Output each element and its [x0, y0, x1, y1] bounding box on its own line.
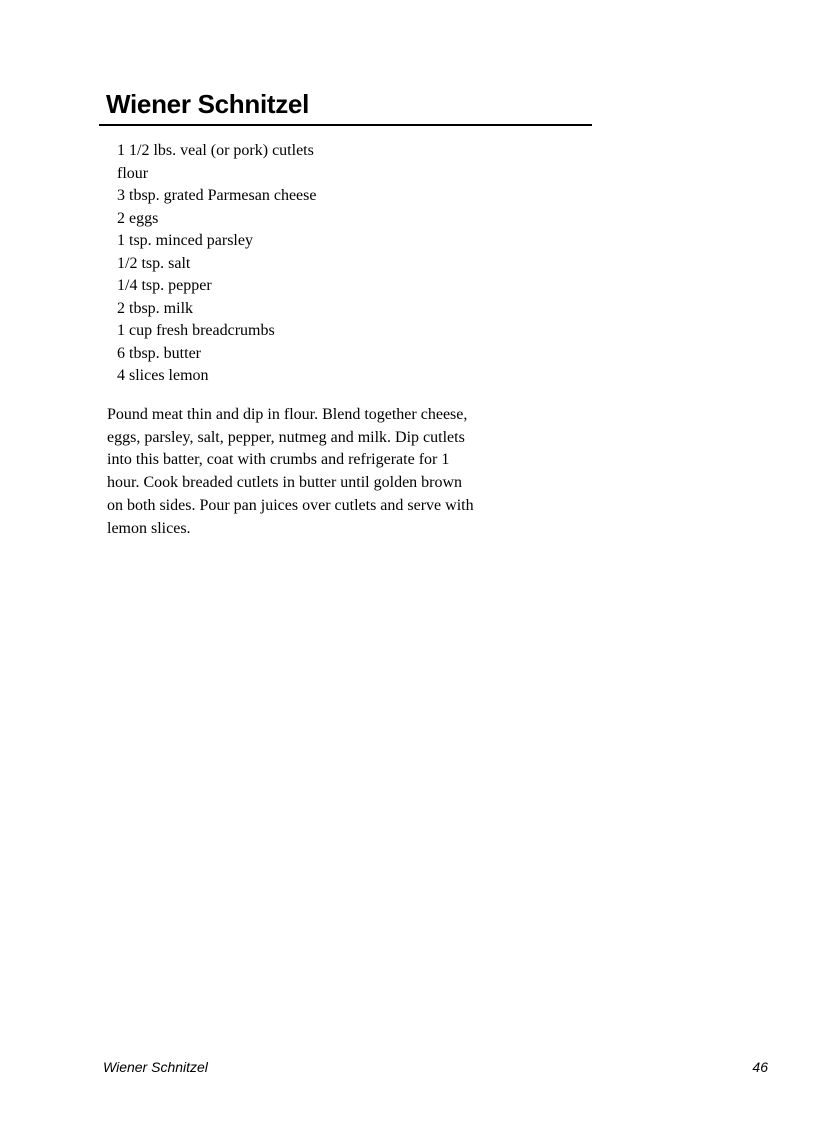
instruction-line: into this batter, coat with crumbs and refrigerate for 1 [107, 451, 450, 469]
ingredient-item: 1/4 tsp. pepper [117, 277, 212, 294]
ingredient-item: flour [117, 164, 149, 182]
ingredient-item: 1 1/2 lbs. veal (or pork) cutlets [117, 142, 314, 159]
instruction-line: on both sides. Pour pan juices over cutlets and serve with [107, 496, 474, 514]
ingredient-list [117, 140, 316, 388]
footer-title: Wiener Schnitzel [103, 1059, 208, 1075]
instruction-line: Pound meat thin and dip in flour. Blend together cheese, [107, 406, 468, 423]
ingredient-item: 1 cup fresh breadcrumbs [117, 322, 275, 339]
ingredient-item: 2 tbsp. milk [117, 299, 194, 317]
ingredient-item: 6 tbsp. butter [117, 344, 201, 362]
ingredient-item: 3 tbsp. grated Parmesan cheese [117, 187, 317, 204]
instruction-line: hour. Cook breaded cutlets in butter until golden brown [107, 474, 463, 492]
ingredient-item: 1/2 tsp. salt [117, 254, 191, 272]
recipe-instructions [107, 404, 537, 540]
title-underline [99, 124, 592, 126]
recipe-title: Wiener Schnitzel [106, 89, 310, 119]
ingredient-item: 1 tsp. minced parsley [117, 232, 253, 249]
ingredient-item: 4 slices lemon [117, 367, 209, 384]
page-number: 46 [752, 1059, 768, 1075]
ingredient-item: 2 eggs [117, 209, 159, 227]
instruction-line: eggs, parsley, salt, pepper, nutmeg and milk. Dip cutlets [107, 428, 465, 446]
instruction-line: lemon slices. [107, 519, 191, 537]
